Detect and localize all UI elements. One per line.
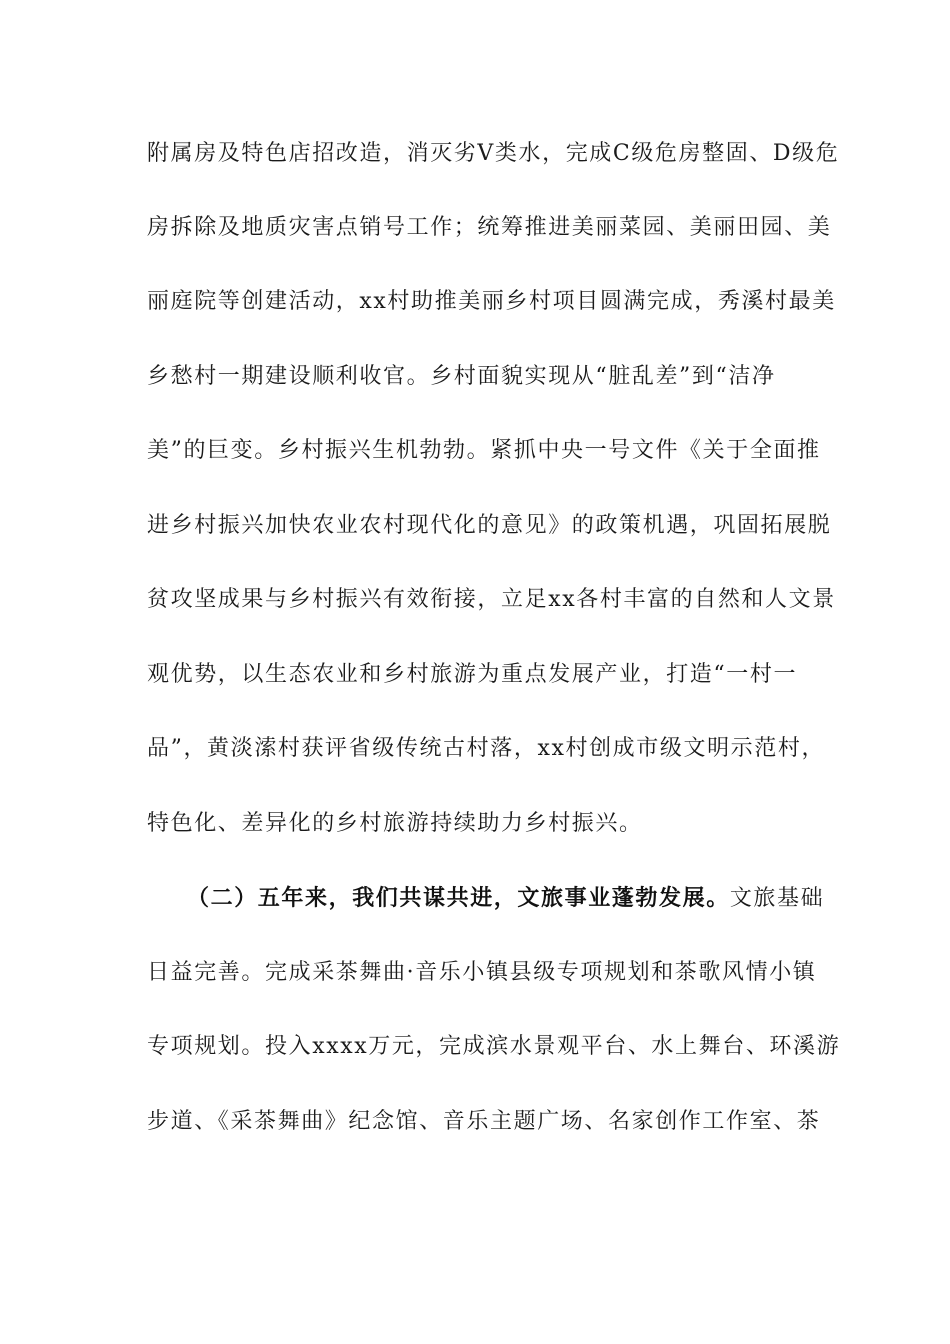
paragraph-1-line-10: 特色化、差异化的乡村旅游持续助力乡村振兴。	[147, 811, 643, 836]
paragraph-1-line-8: 观优势，以生态农业和乡村旅游为重点发展产业，打造“一村一	[147, 662, 798, 687]
paragraph-1-line-9: 品”，黄淡溹村获评省级传统古村落，xx村创成市级文明示范村，	[147, 736, 826, 761]
paragraph-1-line-5: 美”的巨变。乡村振兴生机勃勃。紧抓中央一号文件《关于全面推	[147, 438, 821, 463]
paragraph-1-line-6: 进乡村振兴加快农业农村现代化的意见》的政策机遇，巩固拓展脱	[147, 513, 832, 538]
paragraph-2-line-3: 步道、《采茶舞曲》纪念馆、音乐主题广场、名家创作工作室、茶	[147, 1109, 821, 1134]
paragraph-2-line-1: 日益完善。完成采茶舞曲·音乐小镇县级专项规划和茶歌风情小镇	[147, 960, 817, 985]
paragraph-1-line-7: 贫攻坚成果与乡村振兴有效衔接，立足xx各村丰富的自然和人文景	[147, 587, 836, 612]
paragraph-1-line-1: 附属房及特色店招改造，消灭劣Ⅴ类水，完成C级危房整固、D级危	[147, 141, 840, 166]
section-heading-line	[187, 884, 825, 913]
paragraph-1-line-4: 乡愁村一期建设顺利收官。乡村面貌实现从“脏乱差”到“洁净	[147, 364, 776, 389]
section-heading: （二）五年来，我们共谋共进，文旅事业蓬勃发展。	[187, 885, 730, 911]
paragraph-1-line-2: 房拆除及地质灾害点销号工作；统筹推进美丽菜园、美丽田园、美	[147, 215, 832, 240]
section-heading-continuation: 文旅基础	[729, 886, 825, 911]
paragraph-1-line-3: 丽庭院等创建活动，xx村助推美丽乡村项目圆满完成，秀溪村最美	[147, 289, 836, 314]
paragraph-2-line-2: 专项规划。投入xxxx万元，完成滨水景观平台、水上舞台、环溪游	[147, 1034, 841, 1059]
